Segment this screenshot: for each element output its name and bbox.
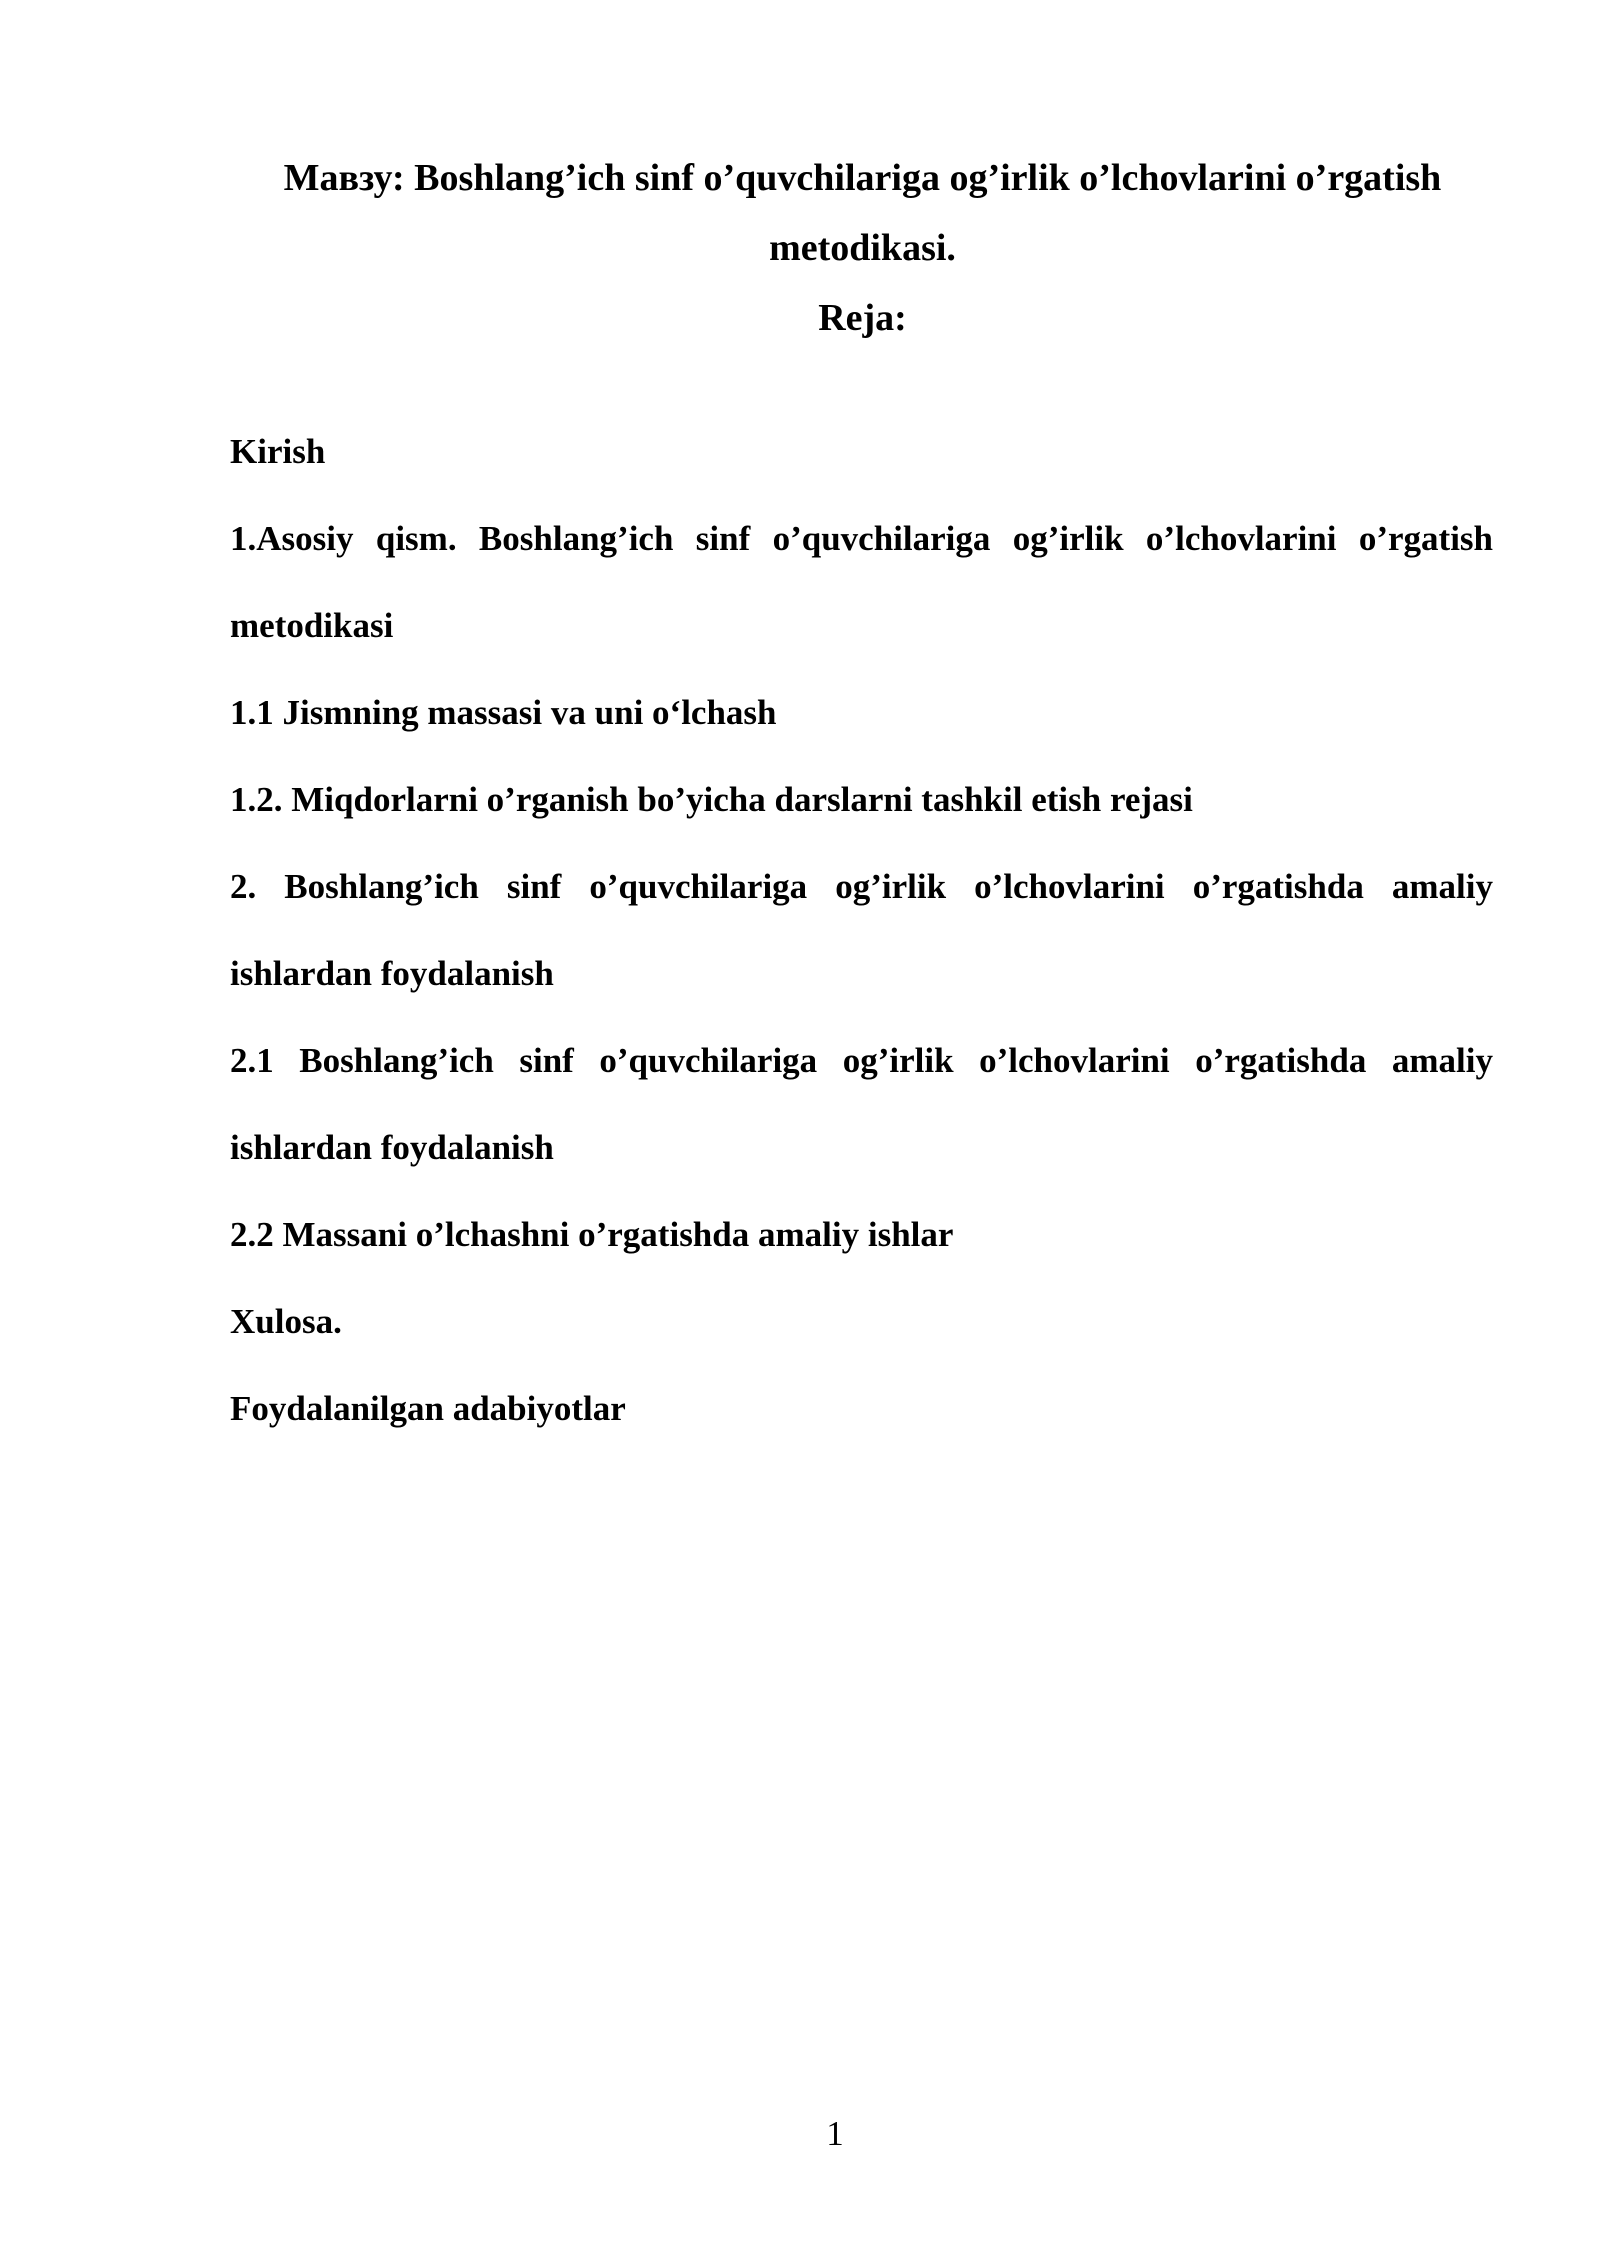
toc-item-2: 2. Boshlang’ich sinf o’quvchilariga og’irlik o’lchovlarini o’rgatishda amaliy ishlardan foydalanish	[230, 867, 1493, 993]
document-title-line-2: metodikasi.	[769, 227, 956, 269]
toc-item-main-part: 1.Asosiy qism. Boshlang’ich sinf o’quvchilariga og’irlik o’lchovlarini o’rgatish metodikasi	[230, 519, 1493, 645]
toc-item-1-2: 1.2. Miqdorlarni o’rganish bo’yicha darslarni tashkil etish rejasi	[230, 780, 1193, 819]
toc-item-conclusion: Xulosa.	[230, 1302, 342, 1341]
toc-item-1-1: 1.1 Jismning massasi va uni o‘lchash	[230, 693, 777, 732]
document-title-line-1: Мавзу: Boshlang’ich sinf o’quvchilariga og’irlik o’lchovlarini o’rgatish	[283, 157, 1442, 199]
title-block	[225, 143, 1500, 353]
toc-item-2-2: 2.2 Massani o’lchashni o’rgatishda amaliy ishlar	[230, 1215, 954, 1254]
page-number: 1	[826, 2114, 844, 2153]
plan-heading: Reja:	[818, 297, 907, 339]
toc-item-introduction: Kirish	[230, 432, 326, 471]
toc-item-2-1: 2.1 Boshlang’ich sinf o’quvchilariga og’irlik o’lchovlarini o’rgatishda amaliy ishlardan foydalanish	[230, 1041, 1493, 1167]
toc-item-references: Foydalanilgan adabiyotlar	[230, 1389, 626, 1428]
table-of-contents	[230, 408, 1493, 1452]
